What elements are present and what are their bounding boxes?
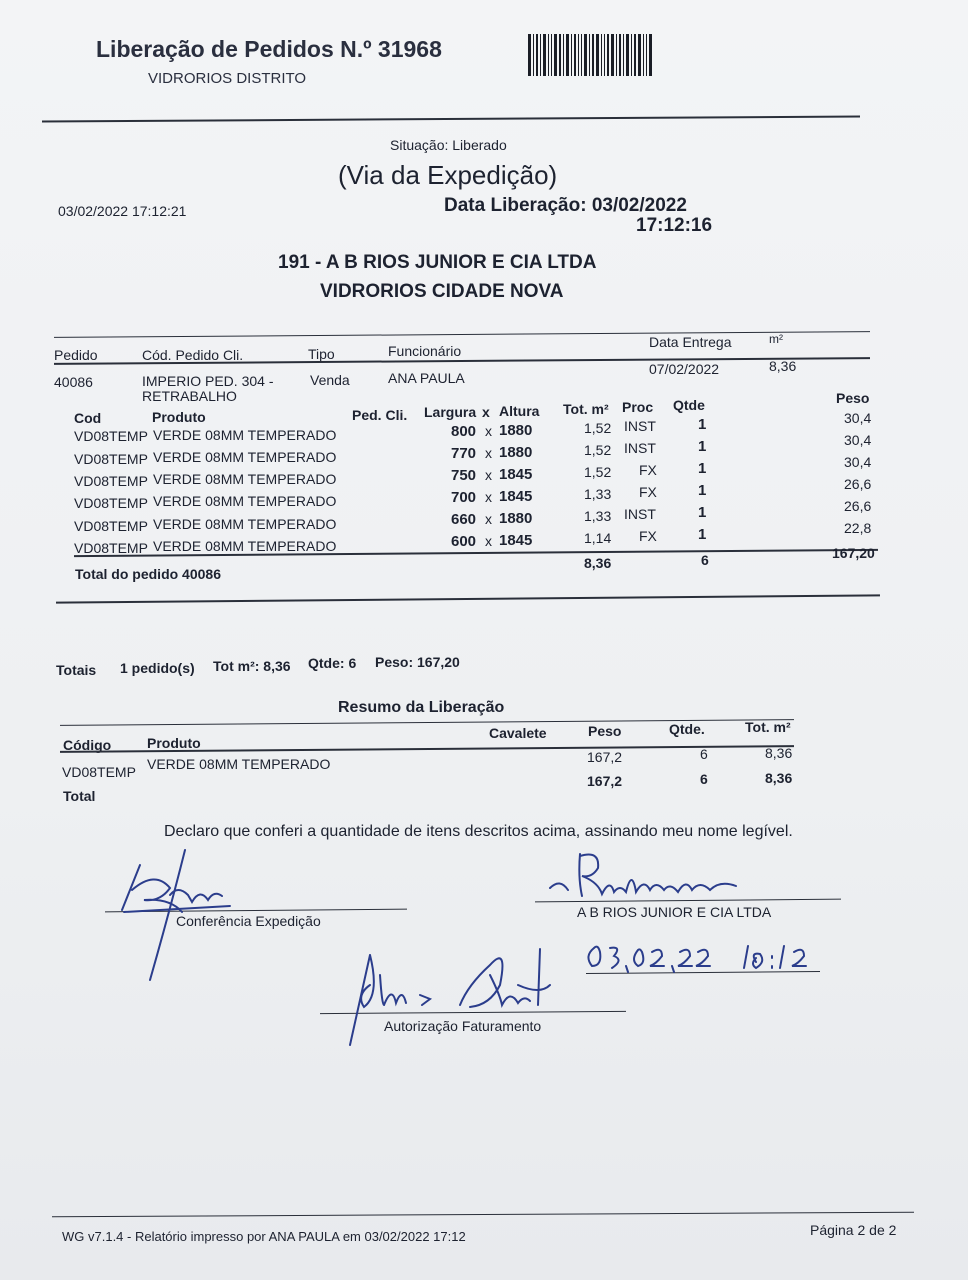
summary-peso: 167,2 bbox=[587, 749, 623, 765]
col-pedido: Pedido bbox=[54, 347, 98, 363]
footer-divider bbox=[52, 1212, 914, 1218]
order-data-entrega: 07/02/2022 bbox=[649, 361, 720, 377]
summary-total-peso: 167,2 bbox=[587, 773, 623, 789]
item-cod: VD08TEMP bbox=[74, 518, 148, 534]
order-total-m2: 8,36 bbox=[584, 555, 612, 571]
item-qtde: 1 bbox=[698, 504, 707, 521]
item-qtde: 1 bbox=[698, 482, 707, 499]
items-col-tot-m2: Tot. m² bbox=[563, 401, 609, 417]
item-produto: VERDE 08MM TEMPERADO bbox=[153, 516, 337, 532]
summary-col-codigo: Código bbox=[63, 737, 112, 753]
client-signature bbox=[540, 848, 760, 908]
item-tot-m2: 1,14 bbox=[584, 530, 612, 546]
item-qtde: 1 bbox=[698, 526, 707, 543]
summary-produto: VERDE 08MM TEMPERADO bbox=[147, 756, 331, 772]
item-largura: 770 bbox=[451, 445, 477, 462]
item-altura: 1845 bbox=[499, 488, 533, 505]
item-altura: 1845 bbox=[499, 532, 533, 549]
client-signature-label: A B RIOS JUNIOR E CIA LTDA bbox=[577, 904, 772, 920]
item-cod: VD08TEMP bbox=[74, 451, 148, 467]
client-name: 191 - A B RIOS JUNIOR E CIA LTDA bbox=[278, 252, 597, 273]
item-proc: FX bbox=[639, 462, 657, 478]
autorizacao-signature bbox=[340, 925, 580, 1055]
item-cod: VD08TEMP bbox=[74, 473, 148, 489]
order-number: 40086 bbox=[54, 374, 93, 390]
release-time: 17:12:16 bbox=[636, 215, 713, 236]
items-col-ped-cli: Ped. Cli. bbox=[352, 407, 408, 423]
item-peso: 30,4 bbox=[844, 410, 872, 426]
col-data-entrega: Data Entrega bbox=[649, 334, 732, 350]
summary-tot-m2: 8,36 bbox=[765, 745, 793, 761]
item-qtde: 1 bbox=[698, 438, 707, 455]
copy-type: (Via da Expedição) bbox=[338, 160, 558, 190]
handwritten-date bbox=[580, 938, 840, 978]
item-peso: 30,4 bbox=[844, 454, 872, 470]
item-cod: VD08TEMP bbox=[74, 540, 148, 556]
order-top-line bbox=[54, 331, 870, 338]
totals-label: Totais bbox=[56, 662, 97, 678]
items-col-qtde: Qtde bbox=[673, 397, 705, 413]
items-col-proc: Proc bbox=[622, 399, 654, 415]
item-produto: VERDE 08MM TEMPERADO bbox=[153, 538, 337, 554]
item-proc: INST bbox=[624, 418, 656, 434]
item-x: x bbox=[485, 423, 492, 439]
item-proc: FX bbox=[639, 528, 657, 544]
totals-peso: Peso: 167,20 bbox=[375, 654, 460, 670]
footer-page-number: Página 2 de 2 bbox=[810, 1222, 897, 1238]
declaration-text: Declaro que conferi a quantidade de itens descritos acima, assinando meu nome legível. bbox=[164, 823, 793, 840]
item-tot-m2: 1,33 bbox=[584, 508, 612, 524]
barcode bbox=[528, 34, 670, 76]
order-cod-line1: IMPERIO PED. 304 - bbox=[142, 373, 274, 389]
col-tipo: Tipo bbox=[308, 346, 335, 362]
item-largura: 800 bbox=[451, 423, 477, 440]
item-produto: VERDE 08MM TEMPERADO bbox=[153, 427, 337, 443]
order-tipo: Venda bbox=[310, 372, 350, 388]
item-tot-m2: 1,33 bbox=[584, 486, 612, 502]
item-qtde: 1 bbox=[698, 460, 707, 477]
summary-col-peso: Peso bbox=[588, 723, 622, 739]
order-section-divider bbox=[56, 594, 880, 603]
items-col-cod: Cod bbox=[74, 410, 102, 426]
summary-col-tot-m2: Tot. m² bbox=[745, 719, 791, 735]
item-cod: VD08TEMP bbox=[74, 428, 148, 444]
item-proc: INST bbox=[624, 506, 656, 522]
item-largura: 600 bbox=[451, 533, 477, 550]
item-proc: FX bbox=[639, 484, 657, 500]
totals-qtde: Qtde: 6 bbox=[308, 655, 357, 671]
items-col-produto: Produto bbox=[152, 409, 206, 425]
item-tot-m2: 1,52 bbox=[584, 464, 612, 480]
col-funcionario: Funcionário bbox=[388, 343, 462, 359]
item-x: x bbox=[485, 489, 492, 505]
summary-qtde: 6 bbox=[700, 746, 708, 762]
order-funcionario: ANA PAULA bbox=[388, 370, 465, 386]
order-cod-line2: RETRABALHO bbox=[142, 388, 237, 404]
item-qtde: 1 bbox=[698, 416, 707, 433]
summary-col-qtde: Qtde. bbox=[669, 721, 705, 737]
header-divider bbox=[42, 116, 860, 123]
item-cod: VD08TEMP bbox=[74, 495, 148, 511]
item-altura: 1880 bbox=[499, 422, 533, 439]
item-largura: 750 bbox=[451, 467, 477, 484]
totals-m2: Tot m²: 8,36 bbox=[213, 658, 291, 674]
printed-datetime: 03/02/2022 17:12:21 bbox=[58, 203, 187, 219]
item-largura: 660 bbox=[451, 511, 477, 528]
item-altura: 1845 bbox=[499, 466, 533, 483]
item-x: x bbox=[485, 467, 492, 483]
summary-total-tot-m2: 8,36 bbox=[765, 770, 793, 786]
summary-col-cavalete: Cavalete bbox=[489, 725, 547, 741]
items-col-largura: Largura bbox=[424, 404, 477, 420]
items-col-peso: Peso bbox=[836, 390, 870, 406]
autorizacao-label: Autorização Faturamento bbox=[384, 1018, 542, 1034]
item-tot-m2: 1,52 bbox=[584, 420, 612, 436]
col-m2: m² bbox=[769, 332, 783, 346]
status-text: Situação: Liberado bbox=[390, 137, 507, 153]
totals-pedidos: 1 pedido(s) bbox=[120, 660, 195, 676]
item-x: x bbox=[485, 511, 492, 527]
issuer-company: VIDRORIOS DISTRITO bbox=[148, 70, 307, 87]
footer-report-info: WG v7.1.4 - Relatório impresso por ANA PAULA em 03/02/2022 17:12 bbox=[62, 1229, 466, 1244]
item-tot-m2: 1,52 bbox=[584, 442, 612, 458]
order-total-peso: 167,20 bbox=[832, 545, 875, 561]
summary-title: Resumo da Liberação bbox=[338, 699, 505, 716]
item-altura: 1880 bbox=[499, 444, 533, 461]
item-produto: VERDE 08MM TEMPERADO bbox=[153, 471, 337, 487]
item-altura: 1880 bbox=[499, 510, 533, 527]
item-x: x bbox=[485, 533, 492, 549]
item-x: x bbox=[485, 445, 492, 461]
release-date: Data Liberação: 03/02/2022 bbox=[444, 195, 687, 216]
summary-codigo: VD08TEMP bbox=[62, 764, 136, 780]
item-peso: 30,4 bbox=[844, 432, 872, 448]
items-col-altura: Altura bbox=[499, 403, 540, 419]
summary-total-qtde: 6 bbox=[700, 771, 708, 787]
client-store: VIDRORIOS CIDADE NOVA bbox=[320, 281, 564, 302]
item-largura: 700 bbox=[451, 489, 477, 506]
summary-total-label: Total bbox=[63, 788, 96, 804]
order-m2: 8,36 bbox=[769, 358, 797, 374]
order-total-qtde: 6 bbox=[701, 552, 709, 568]
document-title: Liberação de Pedidos N.º 31968 bbox=[96, 36, 442, 62]
col-cod-pedido-cli: Cód. Pedido Cli. bbox=[142, 347, 244, 363]
item-produto: VERDE 08MM TEMPERADO bbox=[153, 493, 337, 509]
item-peso: 26,6 bbox=[844, 498, 872, 514]
summary-col-produto: Produto bbox=[147, 735, 201, 751]
items-col-x: x bbox=[482, 404, 490, 420]
item-proc: INST bbox=[624, 440, 656, 456]
conferencia-signature bbox=[110, 840, 370, 990]
order-total-label: Total do pedido 40086 bbox=[75, 566, 221, 582]
conferencia-label: Conferência Expedição bbox=[176, 913, 321, 929]
item-peso: 22,8 bbox=[844, 520, 872, 536]
item-produto: VERDE 08MM TEMPERADO bbox=[153, 449, 337, 465]
item-peso: 26,6 bbox=[844, 476, 872, 492]
